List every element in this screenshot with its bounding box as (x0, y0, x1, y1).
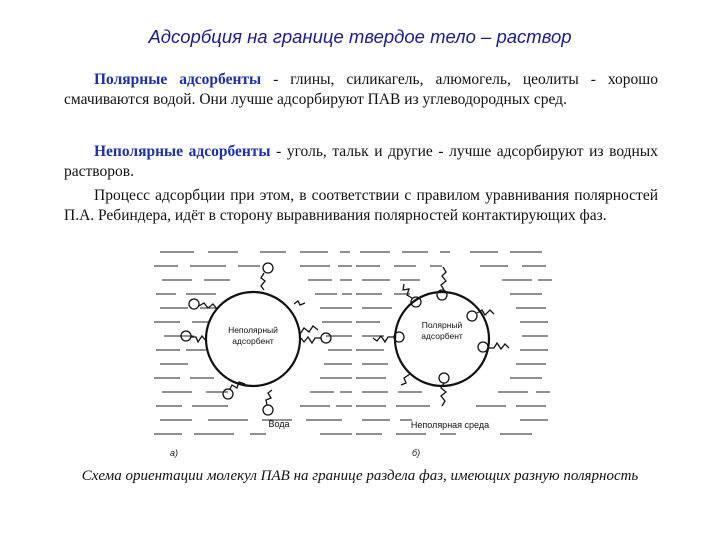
figure-caption: Схема ориентации молекул ПАВ на границе раздела фаз, имеющих разную полярность (81, 468, 639, 484)
panel-a-label: а) (170, 448, 179, 458)
paragraph-text: - глины, силикагель, алюмогель, цеолиты - хорошо смачиваются водой. Они лучше адсорбируют ПАВ из углеводородных сред. (64, 71, 658, 108)
right-adsorbent-label: Полярный (421, 320, 463, 330)
right-medium-label: Неполярная среда (410, 420, 490, 430)
paragraph-text: Процесс адсорбции при этом, в соответствии с правилом уравнивания полярностей П.А. Ребиндера, идёт в сторону выравнивания полярностей контактирующих фаз. (64, 187, 658, 224)
left-adsorbent-label-2: адсорбент (232, 336, 274, 346)
paragraph-text: - уголь, тальк и другие - лучше адсорбируют из водных растворов. (64, 143, 658, 180)
right-adsorbent-label-2: адсорбент (421, 331, 463, 341)
paragraph-nonpolar-adsorbents (64, 142, 658, 181)
adsorption-orientation-figure (150, 244, 560, 460)
term-polar-adsorbents: Полярные адсорбенты (94, 71, 262, 88)
panel-b-polar-adsorbent-in-nonpolar-medium (356, 252, 552, 458)
term-nonpolar-adsorbents: Неполярные адсорбенты (94, 143, 271, 160)
left-medium-label: Вода (268, 419, 290, 429)
left-adsorbent-label: Неполярный (228, 325, 278, 335)
slide-title: Адсорбция на границе твердое тело – раствор (148, 26, 572, 47)
panel-a-nonpolar-adsorbent-in-water (154, 252, 352, 458)
panel-b-label: б) (412, 448, 421, 458)
paragraph-rebinder-rule (64, 186, 658, 225)
paragraph-polar-adsorbents (64, 70, 658, 109)
